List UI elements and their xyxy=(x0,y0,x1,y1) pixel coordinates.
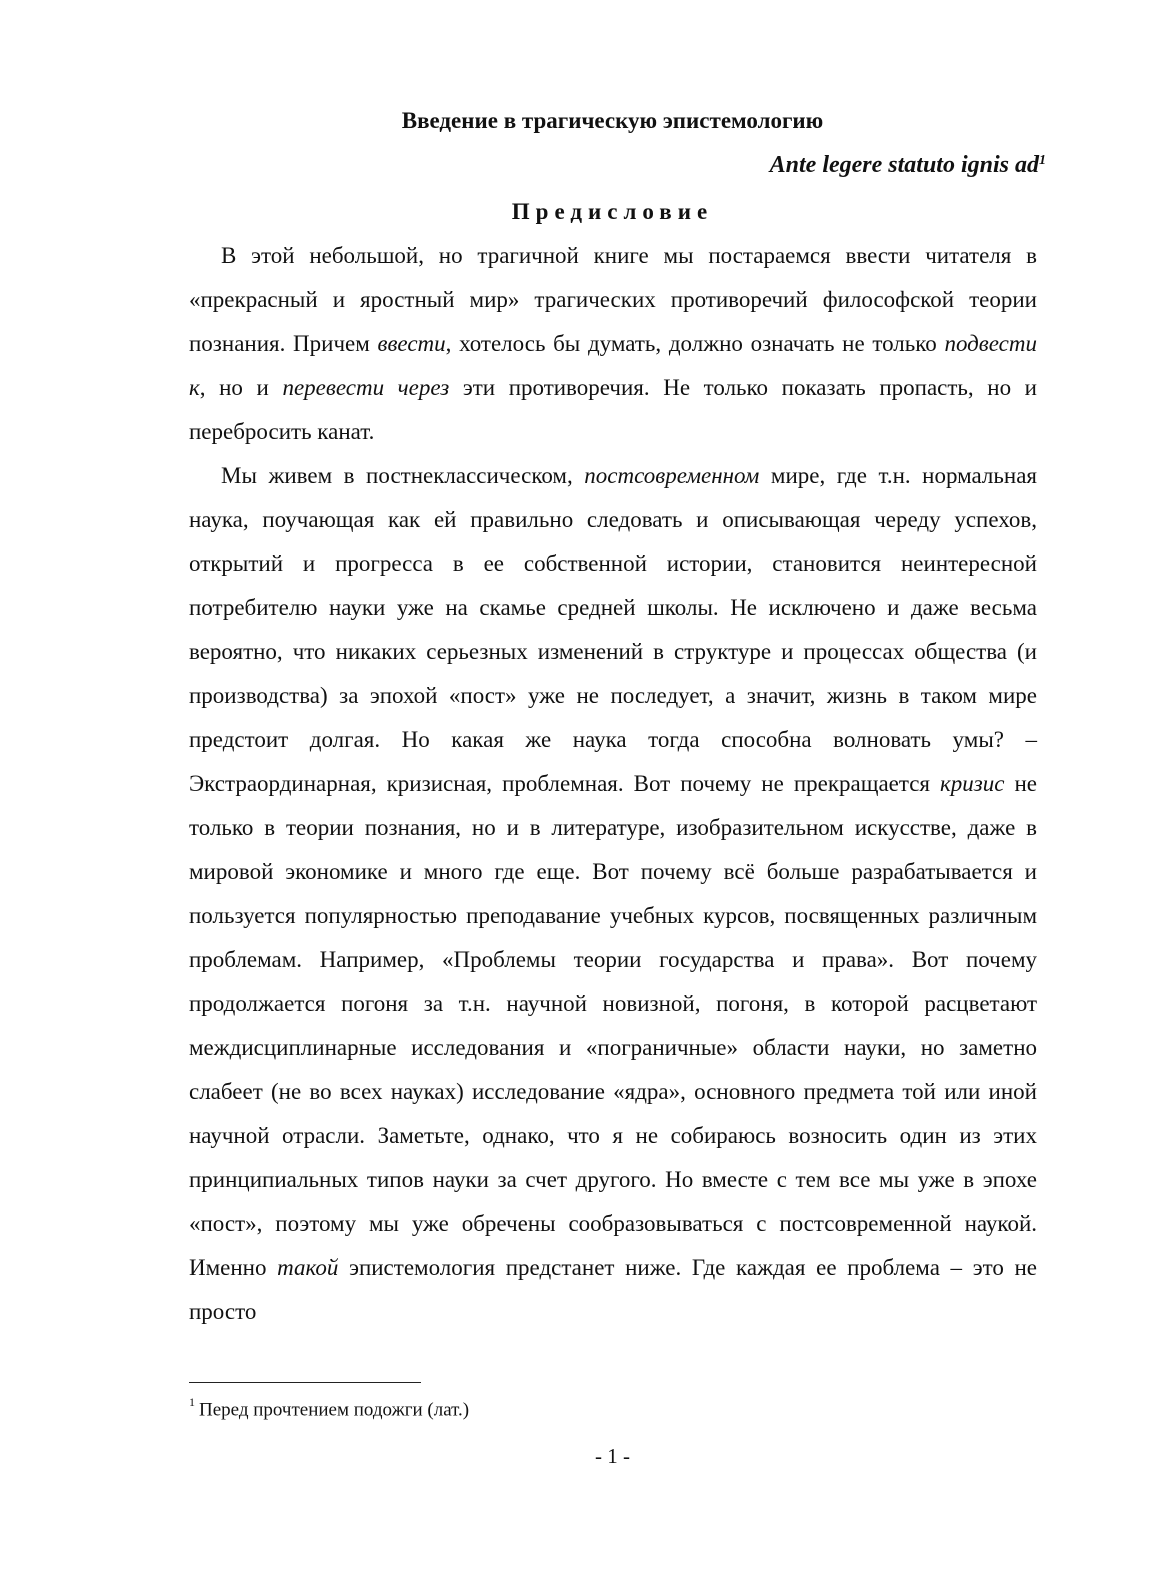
text-run: Мы живем в постнеклассическом, xyxy=(221,463,585,488)
text-run: не только в теории познания, но и в литературе, изобразительном искусстве, даже в мировой экономике и много где еще. Вот почему всё больше разрабатывается и пользуется популярностью преподавание учебных курсов, посвященных различным проблемам. Например, «Проблемы теории государства и права». Вот почему продолжается погоня за т.н. научной новизной, погоня, в которой расцветают междисциплинарные исследования и «пограничные» области науки, но заметно слабеет (не во всех науках) исследование «ядра», основного предмета той или иной научной отрасли. Заметьте, однако, что я не собираюсь возносить один из этих принципиальных типов науки за счет другого. Но вместе с тем все мы уже в эпохе «пост», поэтому мы уже обречены сообразовываться с постсовременной наукой. Именно xyxy=(189,771,1037,1280)
italic-run: такой xyxy=(277,1255,339,1280)
text-run: В этой небольшой, но трагичной книге мы постараемся ввести читателя в «прекрасный и яростный мир» трагических противоречий философской теории познания. Причем xyxy=(189,243,1037,356)
epigraph-text: Ante legere statuto ignis ad xyxy=(769,152,1039,178)
footnote-number: 1 xyxy=(189,1395,195,1409)
italic-run: перевести через xyxy=(282,375,450,400)
epigraph xyxy=(770,150,1046,180)
body-text xyxy=(189,234,1037,1334)
text-run: эти противоречия. Не только показать пропасть, но и перебросить канат. xyxy=(189,375,1037,444)
text-run: мире, где т.н. нормальная наука, поучающая как ей правильно следовать и описывающая череду успехов, открытий и прогресса в ее собственной истории, становится неинтересной потребителю науки уже на скамье средней школы. Не исключено и даже весьма вероятно, что никаких серьезных изменений в структуре и процессах общества (и производства) за эпохой «пост» уже не последует, а значит, жизнь в таком мире предстоит долгая. Но какая же наука тогда способна волновать умы? – Экстраординарная, кризисная, проблемная. Вот почему не прекращается xyxy=(189,463,1037,796)
text-run: , но и xyxy=(199,375,283,400)
footnote-reference: 1 xyxy=(1039,153,1046,168)
section-heading: Предисловие xyxy=(511,199,714,224)
text-run: , хотелось бы думать, должно означать не только xyxy=(445,331,945,356)
page-number: - 1 - xyxy=(595,1444,630,1468)
footnote-divider xyxy=(189,1382,421,1383)
italic-run: ввести xyxy=(377,331,446,356)
paragraph xyxy=(189,454,1037,1334)
footnote xyxy=(189,1392,469,1422)
italic-run: постсовременном xyxy=(584,463,760,488)
italic-run: кризис xyxy=(940,771,1005,796)
document-title: Введение в трагическую эпистемологию xyxy=(401,108,824,133)
paragraph xyxy=(189,234,1037,454)
footnote-text: Перед прочтением подожги (лат.) xyxy=(199,1399,470,1421)
text-run: эпистемология предстанет ниже. Где каждая ее проблема – это не просто xyxy=(189,1255,1037,1324)
italic-run: подвести к xyxy=(189,331,1037,400)
